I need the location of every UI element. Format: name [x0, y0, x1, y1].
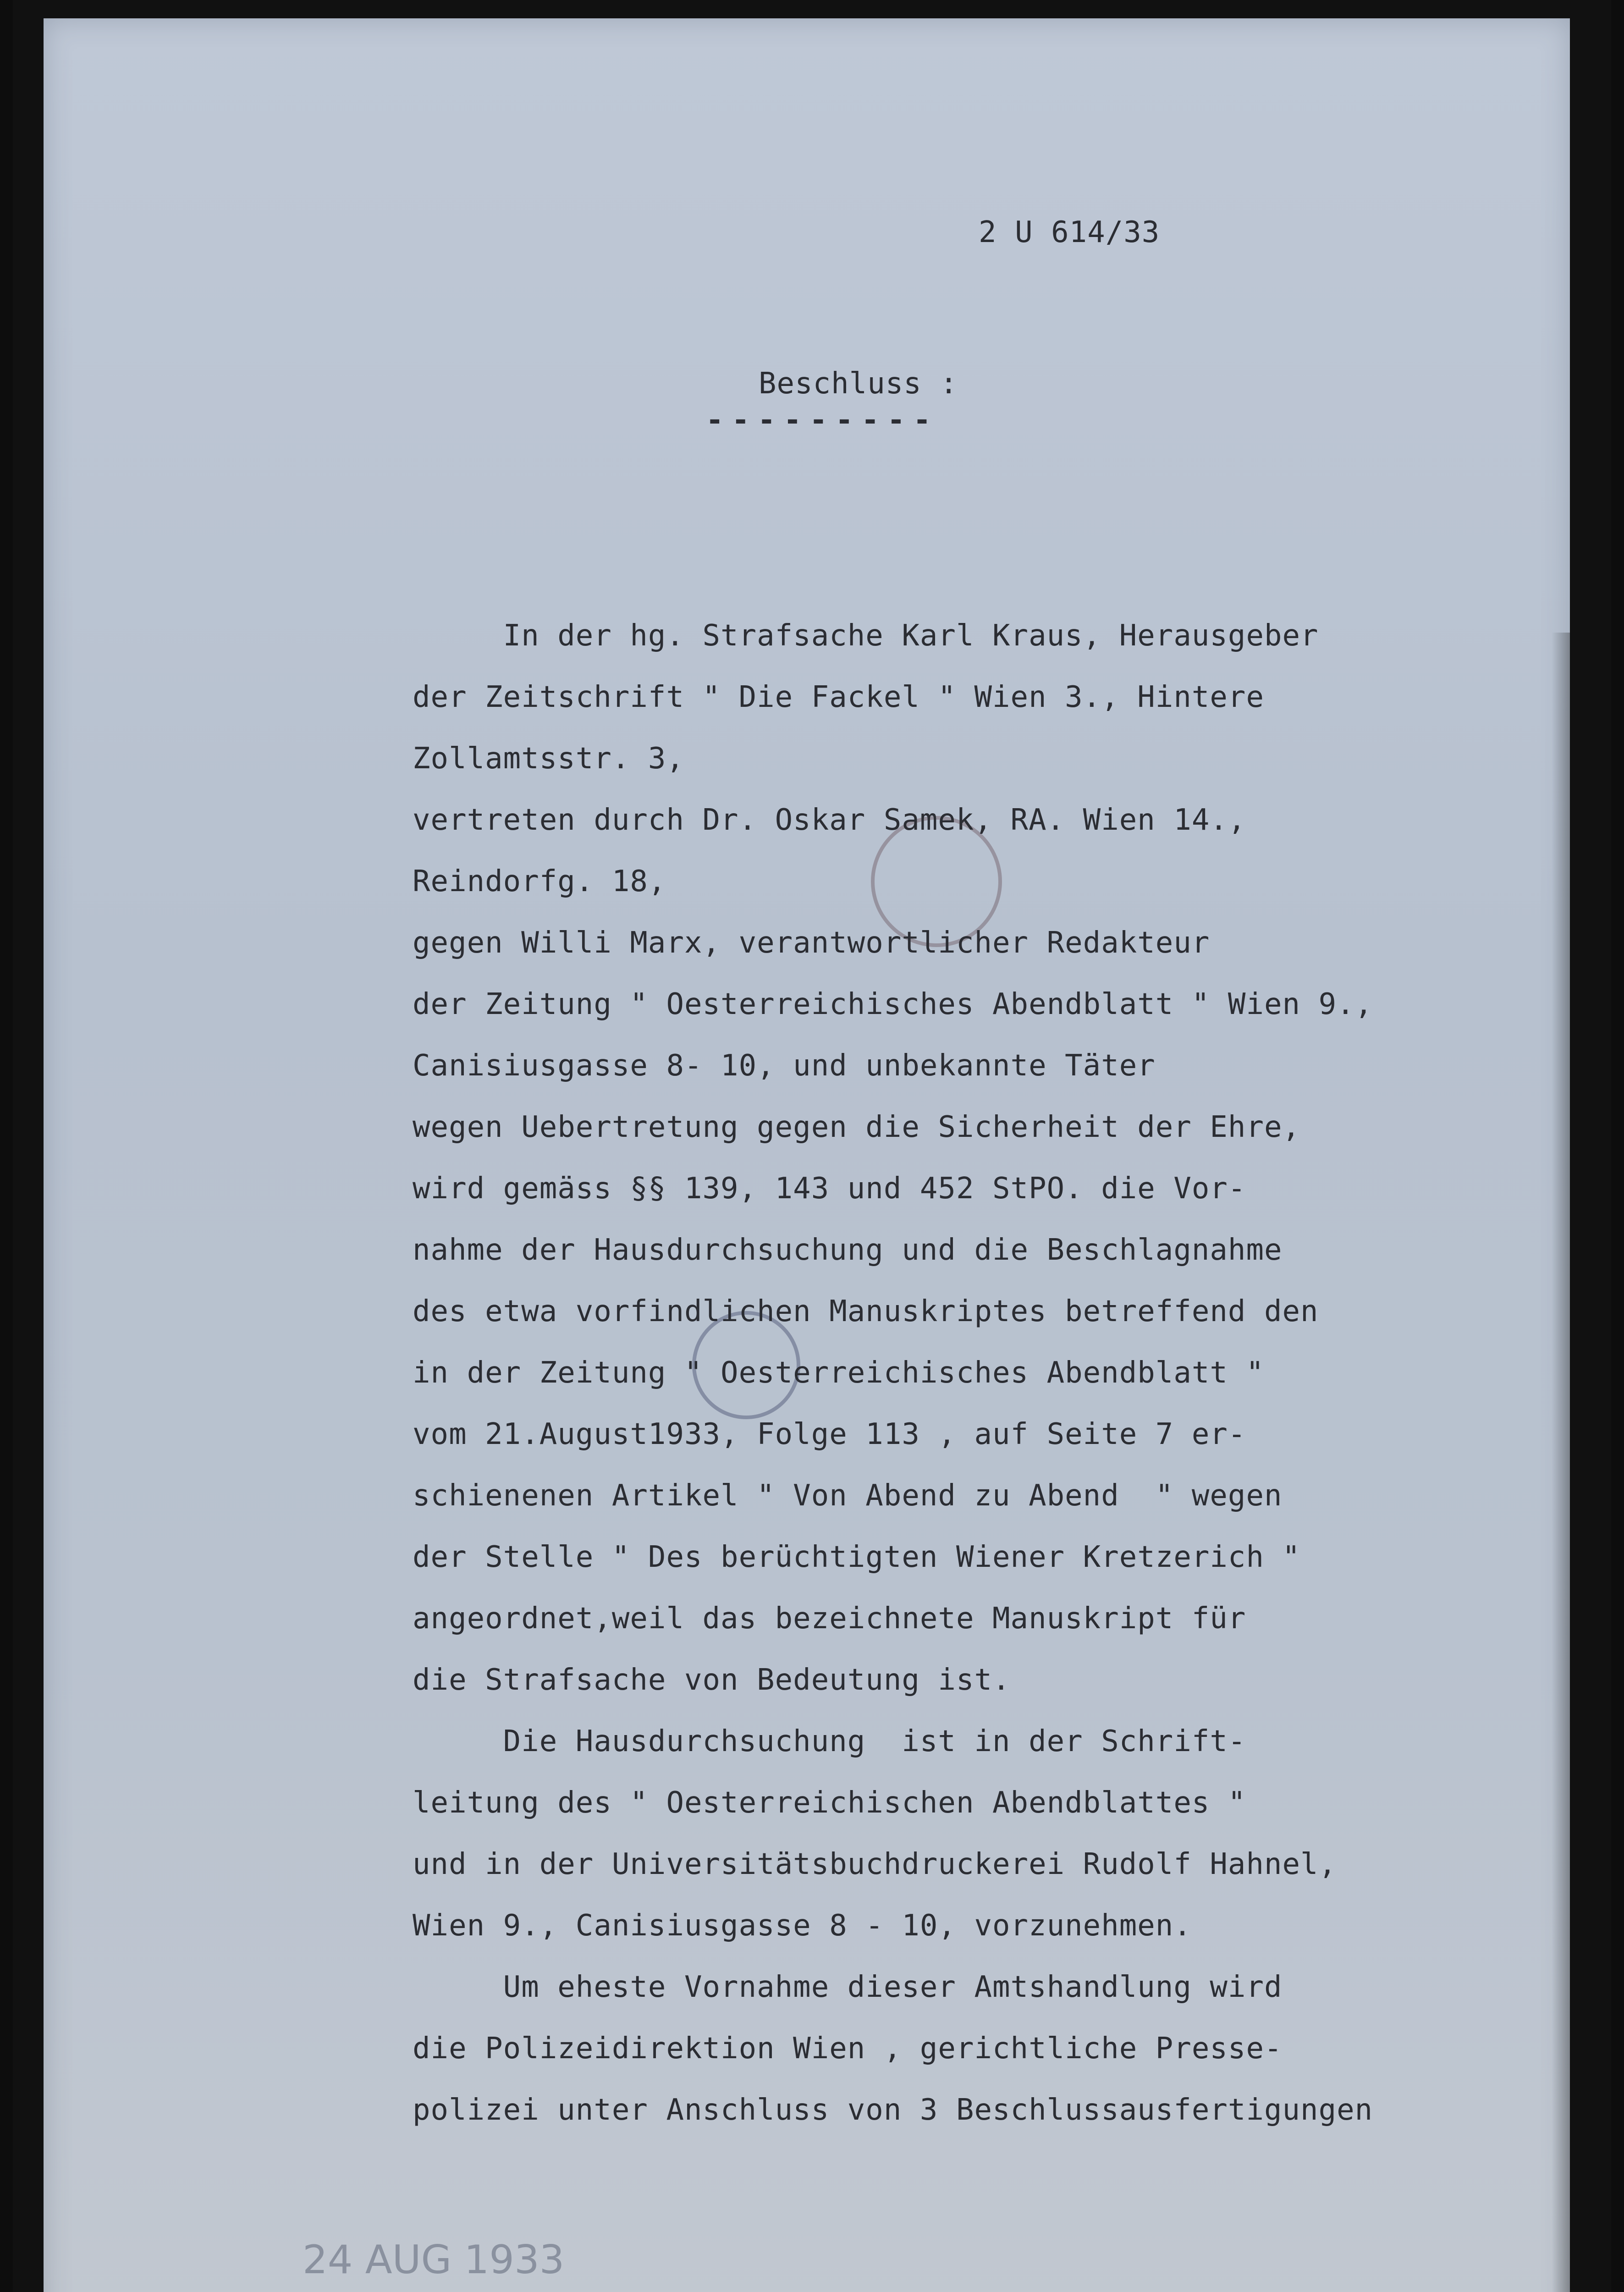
body-line: leitung des " Oesterreichischen Abendblattes ": [413, 1786, 1246, 1820]
body-line: in der Zeitung " Oesterreichisches Abendblatt ": [413, 1356, 1264, 1390]
body-line: der Stelle " Des berüchtigten Wiener Kretzerich ": [413, 1540, 1301, 1574]
body-line: Wien 9., Canisiusgasse 8 - 10, vorzunehmen.: [413, 1909, 1192, 1943]
document-heading: Beschluss :: [759, 367, 958, 401]
body-line: wird gemäss §§ 139, 143 und 452 StPO. die Vor-: [413, 1172, 1246, 1206]
body-line: polizei unter Anschluss von 3 Beschlussausfertigungen: [413, 2093, 1373, 2127]
body-line: Zollamtsstr. 3,: [413, 742, 684, 776]
body-line: wegen Uebertretung gegen die Sicherheit der Ehre,: [413, 1110, 1301, 1144]
body-line: Canisiusgasse 8- 10, und unbekannte Täter: [413, 1049, 1156, 1083]
body-line: die Polizeidirektion Wien , gerichtliche Presse-: [413, 2032, 1283, 2066]
body-line: Die Hausdurchsuchung ist in der Schrift-: [413, 1725, 1246, 1758]
body-line: vom 21.August1933, Folge 113 , auf Seite 7 er-: [413, 1417, 1246, 1451]
body-line: des etwa vorfindlichen Manuskriptes betreffend den: [413, 1295, 1319, 1328]
case-reference: 2 U 614/33: [979, 215, 1160, 249]
body-line: In der hg. Strafsache Karl Kraus, Herausgeber: [413, 619, 1319, 653]
body-line: der Zeitschrift " Die Fackel " Wien 3., Hintere: [413, 680, 1264, 714]
body-line: nahme der Hausdurchsuchung und die Beschlagnahme: [413, 1233, 1283, 1267]
body-line: gegen Willi Marx, verantwortlicher Redakteur: [413, 926, 1210, 960]
body-line: Reindorfg. 18,: [413, 865, 666, 898]
heading-underline: ---------: [706, 403, 939, 437]
body-line: Um eheste Vornahme dieser Amtshandlung wird: [413, 1970, 1283, 2004]
body-line: vertreten durch Dr. Oskar Samek, RA. Wien 14.,: [413, 803, 1246, 837]
date-stamp: 24 AUG 1933: [303, 2237, 565, 2283]
body-line: der Zeitung " Oesterreichisches Abendblatt " Wien 9.,: [413, 987, 1373, 1021]
body-line: die Strafsache von Bedeutung ist.: [413, 1663, 1011, 1697]
body-line: angeordnet,weil das bezeichnete Manuskript für: [413, 1602, 1246, 1636]
body-line: und in der Universitätsbuchdruckerei Rudolf Hahnel,: [413, 1847, 1337, 1881]
body-line: schienenen Artikel " Von Abend zu Abend " wegen: [413, 1479, 1283, 1513]
